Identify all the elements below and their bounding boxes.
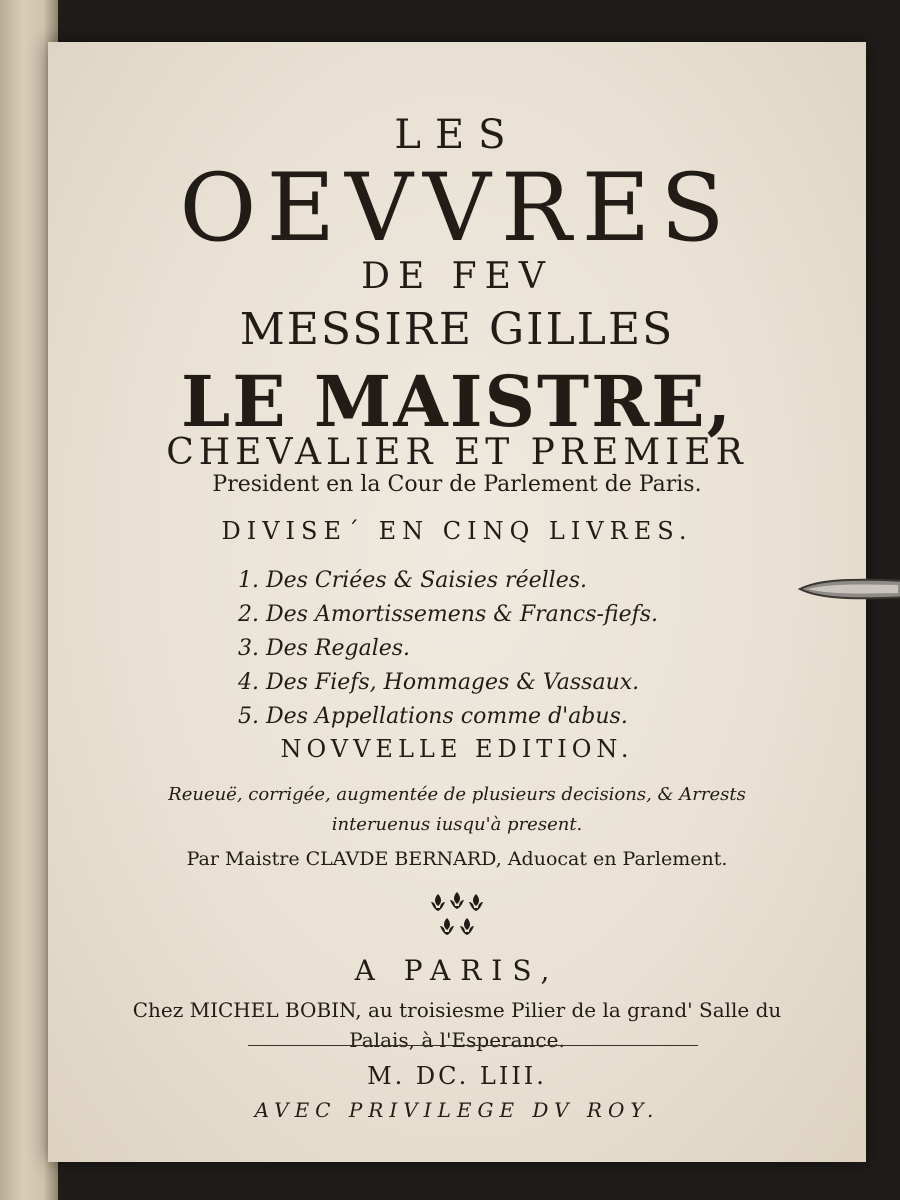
book-item: 3. Des Regales. <box>238 636 411 661</box>
author-name: LE MAISTRE, <box>180 360 734 443</box>
title-page <box>48 42 866 1162</box>
author-title: CHEVALIER ET PREMIER <box>166 432 748 473</box>
author-office: President en la Cour de Parlement de Paris. <box>212 472 702 497</box>
book-item: 5. Des Appellations comme d'abus. <box>238 704 628 729</box>
edition-heading: NOVVELLE EDITION. <box>280 735 634 763</box>
book-item: 4. Des Fiefs, Hommages & Vassaux. <box>238 670 640 695</box>
revision-note-line2: interuenus iusqu'à present. <box>331 814 583 835</box>
division-heading: DIVISE´ EN CINQ LIVRES. <box>221 517 693 545</box>
book-item: 1. Des Criées & Saisies réelles. <box>238 568 587 593</box>
royal-privilege: AVEC PRIVILEGE DV ROY. <box>254 1098 660 1122</box>
printer-line2: Palais, à l'Esperance. <box>349 1028 565 1052</box>
title-messire: MESSIRE GILLES <box>239 304 675 355</box>
revision-note-line1: Reueuë, corrigée, augmentée de plusieurs decisions, & Arrests <box>168 784 746 805</box>
book-item: 2. Des Amortissemens & Francs-fiefs. <box>238 602 659 627</box>
letter-opener-icon <box>798 572 900 606</box>
imprint-date: M. DC. LIII. <box>367 1062 547 1090</box>
editor-credit: Par Maistre CLAVDE BERNARD, Aduocat en Parlement. <box>186 848 728 870</box>
imprint-place: A PARIS, <box>354 954 560 987</box>
title-les: LES <box>394 112 520 158</box>
title-de-feu: DE FEV <box>361 256 553 297</box>
fleur-de-lis-ornament-icon <box>428 890 486 944</box>
divider-rule <box>248 1045 698 1046</box>
book-list <box>238 564 658 734</box>
title-oeuvres: OEVVRES <box>179 154 735 263</box>
printer-line1: Chez MICHEL BOBIN, au troisiesme Pilier de la grand' Salle du <box>132 998 782 1022</box>
